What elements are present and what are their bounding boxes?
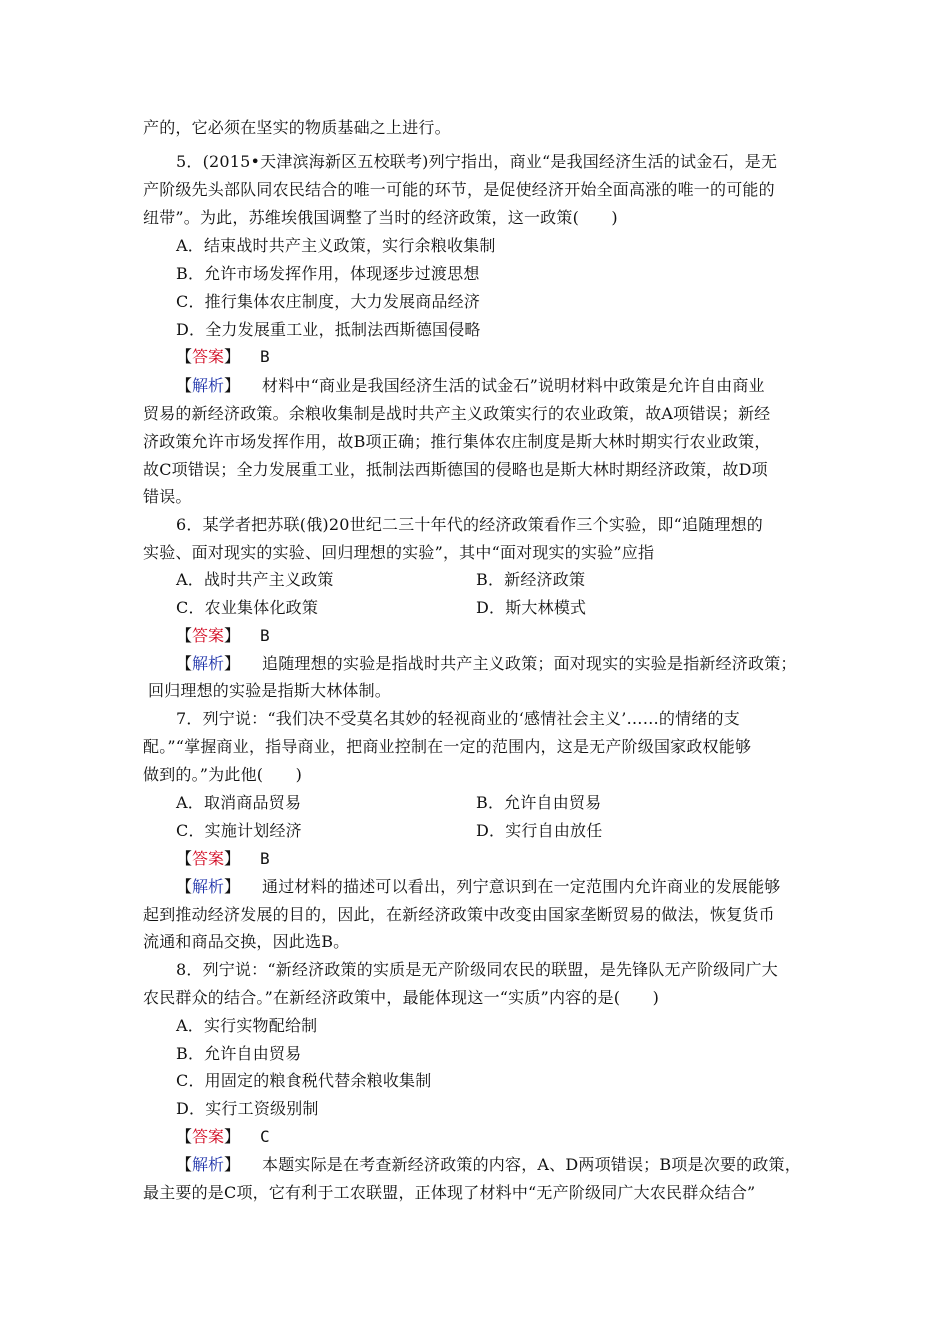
question-5-analysis-line: 贸易的新经济政策。余粮收集制是战时共产主义政策实行的农业政策，故A项错误；新经 xyxy=(143,404,771,423)
question-6-analysis-line: 回归理想的实验是指斯大林体制。 xyxy=(148,681,392,700)
answer-tag: 【答案】 xyxy=(176,849,241,868)
question-7-stem-line: 做到的。”为此他( ) xyxy=(143,765,303,784)
answer-tag: 【答案】 xyxy=(176,1127,241,1146)
question-7-stem-line: 配。”“掌握商业，指导商业，把商业控制在一定的范围内，这是无产阶级国家政权能够 xyxy=(143,737,752,756)
question-6-option-d: D．斯大林模式 xyxy=(476,598,587,617)
text-line: 产的，它必须在坚实的物质基础之上进行。 xyxy=(143,118,451,137)
answer-tag: 【答案】 xyxy=(176,347,241,366)
question-5-option-c: C．推行集体农庄制度，大力发展商品经济 xyxy=(176,292,481,311)
question-5-option-d: D．全力发展重工业，抵制法西斯德国侵略 xyxy=(176,320,481,339)
analysis-tag: 【解析】 xyxy=(176,1155,241,1174)
question-5-analysis: 材料中“商业是我国经济生活的试金石”说明材料中政策是允许自由商业 xyxy=(262,376,765,395)
question-7-option-a: A．取消商品贸易 xyxy=(176,793,302,812)
question-5-analysis-line: 故C项错误；全力发展重工业，抵制法西斯德国的侵略也是斯大林时期经济政策，故D项 xyxy=(143,460,768,479)
question-7-answer: B xyxy=(260,849,270,868)
analysis-tag: 【解析】 xyxy=(176,654,241,673)
question-8-stem-line: 农民群众的结合。”在新经济政策中，最能体现这一“实质”内容的是( ) xyxy=(143,988,660,1007)
question-7-analysis-line: 起到推动经济发展的目的，因此，在新经济政策中改变由国家垄断贸易的做法，恢复货币 xyxy=(143,905,775,924)
question-6-analysis: 追随理想的实验是指战时共产主义政策；面对现实的实验是指新经济政策； xyxy=(262,654,797,673)
question-6-answer: B xyxy=(260,626,270,645)
question-5-analysis-line: 济政策允许市场发挥作用，故B项正确；推行集体农庄制度是斯大林时期实行农业政策， xyxy=(143,432,771,451)
question-5-stem-line: 产阶级先头部队同农民结合的唯一可能的环节，是促使经济开始全面高涨的唯一的可能的 xyxy=(143,180,775,199)
question-5-stem-line: 纽带”。为此，苏维埃俄国调整了当时的经济政策，这一政策( ) xyxy=(143,208,618,227)
analysis-tag: 【解析】 xyxy=(176,376,241,395)
question-8-option-b: B．允许自由贸易 xyxy=(176,1044,302,1063)
question-7-option-d: D．实行自由放任 xyxy=(476,821,603,840)
question-7-option-b: B．允许自由贸易 xyxy=(476,793,602,812)
question-8-answer: C xyxy=(260,1127,270,1146)
question-6-stem-line: 实验、面对现实的实验、回归理想的实验”，其中“面对现实的实验”应指 xyxy=(143,543,655,562)
question-6-stem: 6．某学者把苏联(俄)20世纪二三十年代的经济政策看作三个实验，即“追随理想的 xyxy=(176,515,764,534)
question-8-option-d: D．实行工资级别制 xyxy=(176,1099,319,1118)
question-7-option-c: C．实施计划经济 xyxy=(176,821,302,840)
answer-tag: 【答案】 xyxy=(176,626,241,645)
question-7-stem: 7．列宁说：“我们决不受莫名其妙的轻视商业的‘感情社会主义’……的情绪的支 xyxy=(176,709,740,728)
question-5-answer: B xyxy=(260,347,270,366)
question-6-option-c: C．农业集体化政策 xyxy=(176,598,319,617)
question-5-stem: 5．(2015•天津滨海新区五校联考)列宁指出，商业“是我国经济生活的试金石，是无 xyxy=(176,152,778,171)
question-8-option-c: C．用固定的粮食税代替余粮收集制 xyxy=(176,1071,432,1090)
question-8-analysis: 本题实际是在考查新经济政策的内容，A、D两项错误；B项是次要的政策， xyxy=(262,1155,801,1174)
question-5-option-a: A．结束战时共产主义政策，实行余粮收集制 xyxy=(176,236,496,255)
analysis-tag: 【解析】 xyxy=(176,877,241,896)
question-7-analysis: 通过材料的描述可以看出，列宁意识到在一定范围内允许商业的发展能够 xyxy=(262,877,781,896)
question-7-analysis-line: 流通和商品交换，因此选B。 xyxy=(143,932,350,951)
question-6-option-a: A．战时共产主义政策 xyxy=(176,570,334,589)
question-5-analysis-line: 错误。 xyxy=(143,487,192,506)
question-8-stem: 8．列宁说：“新经济政策的实质是无产阶级同农民的联盟，是先锋队无产阶级同广大 xyxy=(176,960,778,979)
question-8-analysis-line: 最主要的是C项，它有利于工农联盟，正体现了材料中“无产阶级同广大农民群众结合” xyxy=(143,1183,756,1202)
question-8-option-a: A．实行实物配给制 xyxy=(176,1016,318,1035)
question-6-option-b: B．新经济政策 xyxy=(476,570,586,589)
question-5-option-b: B．允许市场发挥作用，体现逐步过渡思想 xyxy=(176,264,480,283)
